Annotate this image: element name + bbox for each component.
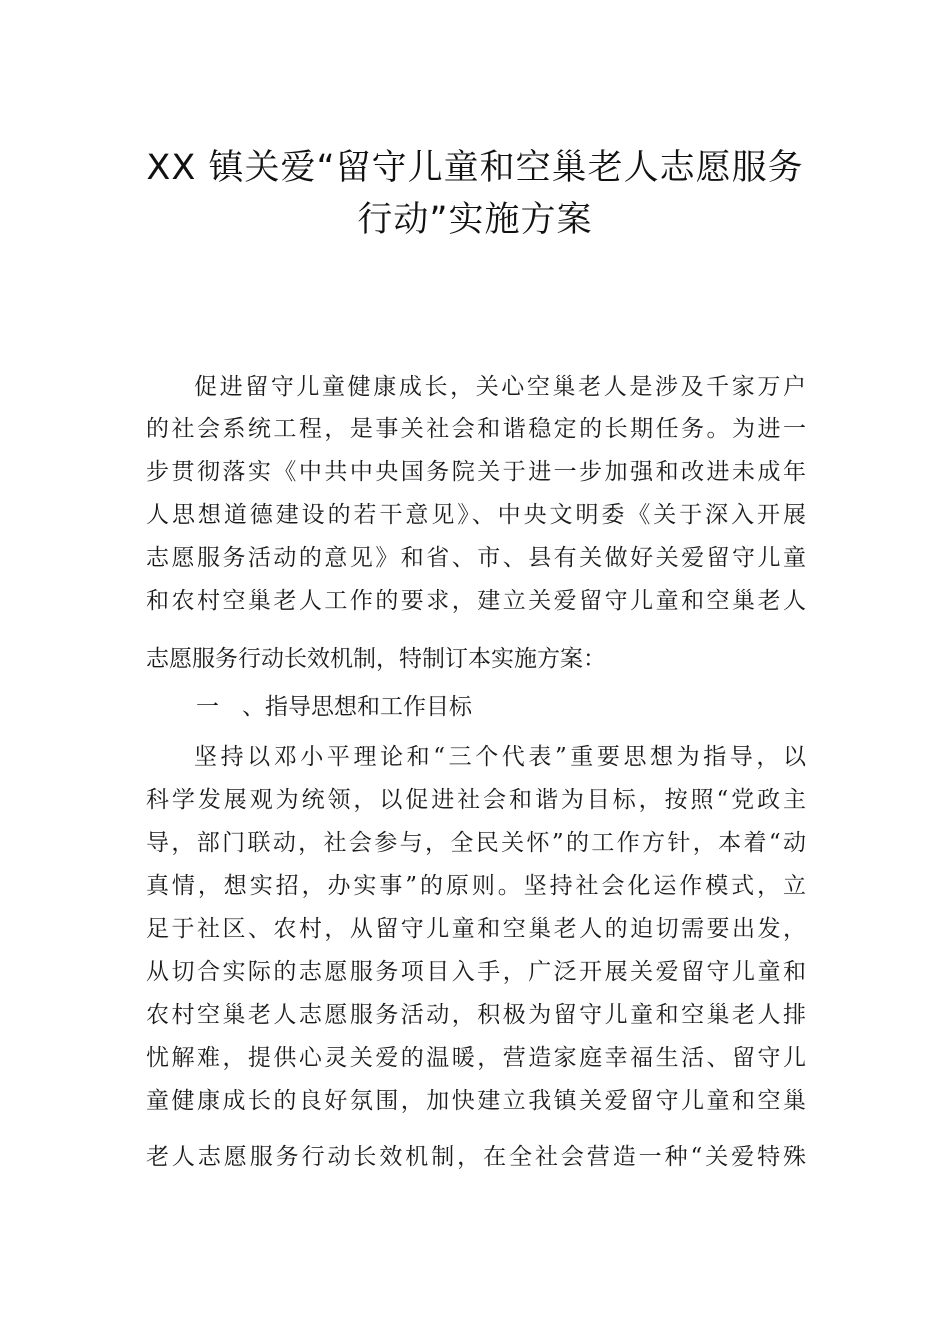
- document-title-line-2: 行动”实施方案: [357, 200, 593, 240]
- section-heading: 一 、指导思想和工作目标: [196, 694, 472, 720]
- paragraph-line: 农村空巢老人志愿服务活动，积极为留守儿童和空巢老人排: [146, 1002, 806, 1028]
- paragraph-line: 老人志愿服务行动长效机制，在全社会营造一种“关爱特殊: [146, 1144, 806, 1170]
- paragraph-line: 促进留守儿童健康成长，关心空巢老人是涉及千家万户: [194, 374, 806, 400]
- paragraph-line: 导，部门联动，社会参与，全民关怀”的工作方针，本着“动: [146, 830, 806, 856]
- paragraph-line: 忧解难，提供心灵关爱的温暖，营造家庭幸福生活、留守儿: [146, 1045, 806, 1071]
- paragraph-line: 志愿服务活动的意见》和省、市、县有关做好关爱留守儿童: [146, 545, 806, 571]
- paragraph-line: 真情，想实招，办实事”的原则。坚持社会化运作模式，立: [146, 873, 806, 899]
- paragraph-line: 志愿服务行动长效机制，特制订本实施方案：: [146, 646, 606, 672]
- paragraph-line: 的社会系统工程，是事关社会和谐稳定的长期任务。为进一: [146, 416, 806, 442]
- paragraph-line: 科学发展观为统领，以促进社会和谐为目标，按照“党政主: [146, 787, 806, 813]
- paragraph-line: 步贯彻落实《中共中央国务院关于进一步加强和改进未成年: [146, 459, 806, 485]
- document-title-line-1: XX 镇关爱“留守儿童和空巢老人志愿服务: [146, 148, 804, 188]
- paragraph-line: 足于社区、农村，从留守儿童和空巢老人的迫切需要出发，: [146, 916, 806, 942]
- paragraph-line: 从切合实际的志愿服务项目入手，广泛开展关爱留守儿童和: [146, 959, 806, 985]
- paragraph-line: 坚持以邓小平理论和“三个代表”重要思想为指导，以: [194, 744, 806, 770]
- paragraph-line: 童健康成长的良好氛围，加快建立我镇关爱留守儿童和空巢: [146, 1088, 806, 1114]
- paragraph-line: 和农村空巢老人工作的要求，建立关爱留守儿童和空巢老人: [146, 588, 806, 614]
- paragraph-line: 人思想道德建设的若干意见》、中央文明委《关于深入开展: [146, 502, 806, 528]
